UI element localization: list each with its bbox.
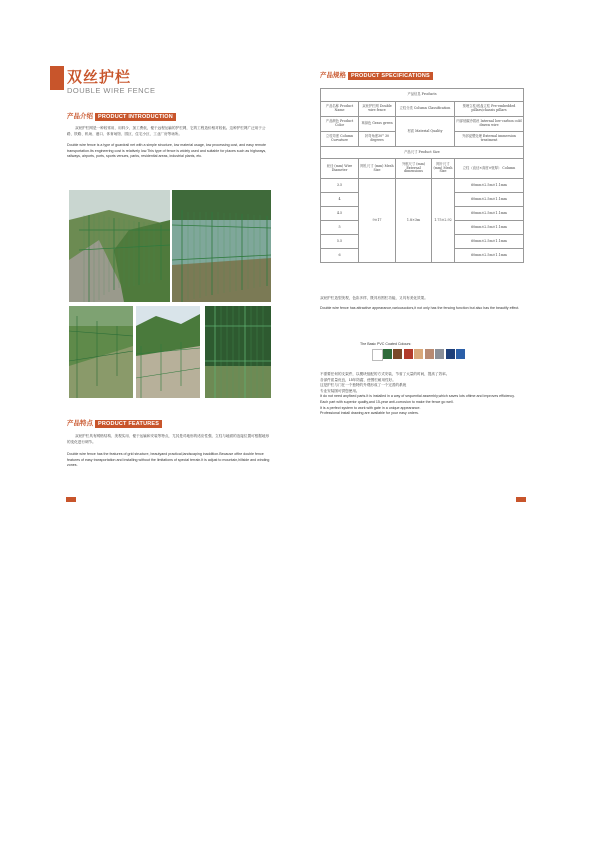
page-subtitle: DOUBLE WIRE FENCE: [67, 86, 156, 95]
panel-size-value: 1.75×2.92: [432, 179, 455, 263]
intro-heading-cn: 产品介绍: [67, 113, 93, 120]
colour-swatch: [393, 349, 402, 359]
page-number-left: [66, 497, 76, 502]
table-cell: 4.5: [321, 207, 359, 221]
table-cell: 5.5: [321, 235, 359, 249]
table-cell: 4: [321, 193, 359, 207]
note-line: Each part with superior quality,and 15-year anti-corrosion to make the fence go well.: [320, 399, 454, 404]
note-line: 不需要任何的支架件，以模块组配的方式安装，节省了大量的时间，提高了效率。: [320, 372, 450, 376]
colour-swatch: [404, 349, 413, 359]
colour-swatch: [456, 349, 465, 359]
table-cell: 3.5: [321, 179, 359, 193]
col-mesh-size: 网孔尺寸 (mm) Mesh Size: [359, 159, 396, 179]
spec-heading-cn: 产品规格: [320, 72, 346, 79]
note-line: 这是护栏与门在一个独特的外观形成了一个完善的系统: [320, 383, 407, 388]
intro-heading-en: PRODUCT INTRODUCTION: [95, 113, 176, 121]
colour-swatch: [414, 349, 423, 359]
features-heading: [67, 418, 162, 428]
appearance-text-en: Double wire fence has attractive appearance,variouscolors,it not only has the fencing function but also has the beautify effect.: [320, 306, 520, 310]
mesh-size-value: 9×17: [359, 179, 396, 263]
note-line: Professional install drawing are available for your easy orders.: [320, 411, 419, 416]
features-text-en: Double wire fence has the features of grid structure, beautyand practical,landscaping inaddition.Because ofthe double fence features of easy transportation and installing without the limitations of special terrain.It is adjust to mountain,hillside and winding zones.: [67, 452, 270, 468]
spec-table: [320, 88, 524, 263]
table-cell: 5: [321, 221, 359, 235]
table-cell: 60mm×2.5m×1.1mm: [455, 249, 524, 263]
size-header: 产品尺寸 Product Size: [321, 147, 524, 159]
fence-photo-hillside: [136, 306, 200, 398]
notes-block: [320, 372, 530, 417]
fence-photo-roadside: [69, 190, 170, 302]
table-cell: 6: [321, 249, 359, 263]
cell-column-class-value: 预埋立柱/底盘立柱 Pre-embedded pillars/chassis pillars: [455, 102, 524, 117]
intro-text-cn: 双丝护栏网是一种较常用，用料少，加工费低，便于远程运输的护栏网，它的工程造价相对较低。这种护栏网广泛用于公路、铁路、机场、港口、体育场馆、园区、住宅小区、工业厂房等场所。: [67, 126, 266, 136]
fence-photo-closeup: [205, 306, 271, 398]
note-line: 专业安装图可供您使用。: [320, 388, 360, 393]
table-cell: 60mm×2.5m×1.1mm: [455, 207, 524, 221]
col-wire-diameter: 丝径 (mm) Wire Diameter: [321, 159, 359, 179]
cell-curvature-value: 折弯角度30° 30 degrees: [359, 132, 396, 147]
products-header: 产品信息 Products: [321, 89, 524, 102]
cell-curvature-label: 立柱弯度 Column Curvature: [321, 132, 359, 147]
note-line: It do not need anyfixed parts.It is installed in a way of sequential assembly,which saves lots oftime and improves efficiency.: [320, 394, 515, 399]
spec-heading-en: PRODUCT SPECIFICATIONS: [348, 72, 433, 80]
colour-swatch: [383, 349, 392, 359]
cell-color-label: 产品颜色 Product Color: [321, 117, 359, 132]
cell-name-value: 双丝护栏网 Double wire fence: [359, 102, 396, 117]
table-cell: 60mm×2.5m×1.1mm: [455, 221, 524, 235]
intro-text-en: Double wire fence is a type of guardrail net with a simple structure, low material usage, low processing cost, and easy remote transportation.Its engineering cost is relatively low.This type of fence is widely used and suitable for places such as highways, railways, airports, ports, sports venues, parks, residential areas, industrial plants, etc.: [67, 143, 267, 159]
appearance-text-cn: 双丝护栏造型美观，色彩多样，既具有围栏功能，又具有美化效果。: [320, 296, 428, 300]
fence-photo-field: [69, 306, 133, 398]
features-heading-cn: 产品特点: [67, 420, 93, 427]
note-line: 各部件质量优良，15年防腐，使围栏耐用性好。: [320, 377, 396, 382]
colour-swatch: [446, 349, 455, 359]
col-column: 立柱（直径×高度×壁厚） Column: [455, 159, 524, 179]
col-external-dim: 外框尺寸 (mm) External dimensions: [396, 159, 432, 179]
colour-swatch: [425, 349, 434, 359]
features-text-cn: 双丝护栏具有网格结构、美观实用、便于运输和安装等特点，尤其是对地形的适应性强，立柱与地面的连接位置可根据地形的变化进行调节。: [67, 434, 270, 444]
colours-label: The Basic PVC Coated Colours:: [360, 342, 412, 346]
table-cell: 60mm×2.5m×1.1mm: [455, 179, 524, 193]
cell-material-value-2: 外部浸塑处理 External immersion treatment: [455, 132, 524, 147]
cell-color-value: 草绿色 Grass green: [359, 117, 396, 132]
features-heading-en: PRODUCT FEATURES: [95, 420, 162, 428]
title-accent-bar: [50, 66, 64, 90]
external-dim-value: 1.8×3m: [396, 179, 432, 263]
page-title: 双丝护栏: [67, 69, 132, 86]
table-cell: 60mm×2.5m×1.1mm: [455, 193, 524, 207]
page-number-right: [516, 497, 526, 502]
note-line: It is a perfect system to work with gate in a unique appearance.: [320, 405, 421, 410]
colour-swatch: [372, 349, 383, 361]
fence-photo-waterside: [172, 190, 271, 302]
cell-column-class-label: 立柱分类 Column Classification: [396, 102, 455, 117]
cell-name-label: 产品名称 Product Name: [321, 102, 359, 117]
colour-swatch: [435, 349, 444, 359]
cell-material-value-1: 内部低碳冷拔丝 Internal low-carbon cold drawn wire: [455, 117, 524, 132]
intro-heading: [67, 111, 176, 121]
col-panel-size: 网片尺寸 (mm) Mesh Size: [432, 159, 455, 179]
cell-material-label: 材质 Material Quality: [396, 117, 455, 147]
table-cell: 60mm×2.5m×1.1mm: [455, 235, 524, 249]
spec-heading: [320, 70, 433, 80]
